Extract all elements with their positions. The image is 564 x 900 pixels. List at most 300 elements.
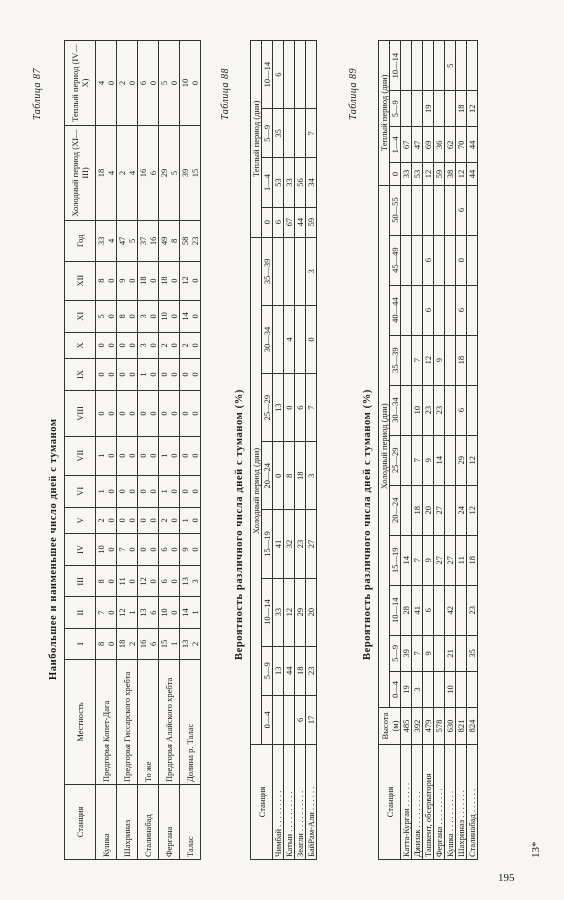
table-87-caption: Таблица 87 — [32, 68, 43, 120]
min-days-value: 0 — [169, 314, 179, 319]
month-value-cell — [180, 597, 201, 628]
month-value-cell — [96, 628, 117, 659]
min-days-value: 0 — [169, 372, 179, 377]
max-days-value: 29 — [159, 168, 169, 178]
min-days-value: 0 — [169, 343, 179, 348]
month-value-cell — [180, 533, 201, 565]
warm-prob-cell: 53 — [412, 163, 423, 185]
max-days-value: 0 — [180, 411, 190, 416]
warm-prob-cell: 62 — [445, 127, 456, 163]
warm-prob-cell: 53 — [273, 158, 284, 207]
cold-prob-cell — [434, 185, 445, 235]
month-value-cell — [117, 261, 138, 300]
min-days-value: 4 — [127, 170, 137, 176]
cold-prob-cell: 13 — [273, 374, 284, 442]
month-value-cell — [180, 436, 201, 475]
month-value-cell — [138, 628, 159, 659]
max-days-value: 18 — [96, 168, 106, 178]
month-value-cell — [96, 533, 117, 565]
warm-prob-cell: 38 — [445, 163, 456, 185]
min-days-value: 0 — [106, 453, 116, 458]
min-days-value: 0 — [127, 278, 137, 283]
warm-bin-header: 5—9 — [262, 109, 273, 158]
min-days-value: 16 — [148, 236, 158, 246]
station-cell: Джизак . . . . . . . . . — [412, 745, 423, 860]
max-days-value: 2 — [96, 518, 106, 523]
min-days-value: 1 — [190, 610, 200, 615]
cold-prob-cell: 42 — [445, 585, 456, 635]
year-header: Год — [65, 221, 96, 262]
cold-prob-cell — [295, 237, 306, 305]
max-days-value: 0 — [96, 372, 106, 377]
table-87 — [64, 40, 201, 860]
cold-prob-cell — [467, 235, 478, 285]
month-value-cell — [96, 566, 117, 597]
cold-prob-cell: 6 — [295, 695, 306, 744]
min-days-value: 0 — [106, 411, 116, 416]
cold-prob-cell: 27 — [306, 510, 317, 578]
cold-prob-cell — [467, 285, 478, 335]
location-cell: Предгорья Копет-Дага — [96, 660, 117, 785]
table-88-caption: Таблица 88 — [220, 68, 231, 120]
month-value-cell — [180, 333, 201, 359]
warm-value-cell — [138, 41, 159, 126]
table-row — [96, 41, 117, 860]
table-88-station-header: Станция — [251, 745, 273, 860]
month-value-cell — [96, 333, 117, 359]
month-header-11: XI — [65, 300, 96, 332]
cold-prob-cell: 12 — [423, 335, 434, 385]
cold-bin-header: 30—34 — [390, 385, 401, 435]
min-days-value: 0 — [127, 80, 137, 86]
min-days-value: 0 — [127, 547, 137, 552]
cold-bin-header: 15—19 — [262, 510, 273, 578]
max-days-value: 4 — [96, 80, 106, 86]
min-days-value: 0 — [190, 314, 200, 319]
cold-prob-cell: 44 — [284, 646, 295, 695]
max-days-value: 15 — [159, 639, 169, 649]
station-cell: Чимбай . . . . . . . . . — [273, 745, 284, 860]
station-cell: Сталинабад . . . . . . — [467, 745, 478, 860]
year-value-cell — [159, 221, 180, 262]
cold-prob-cell: 17 — [306, 695, 317, 744]
month-value-cell — [117, 391, 138, 437]
min-days-value: 6 — [148, 641, 158, 646]
warm-prob-cell: 6 — [273, 41, 284, 109]
month-header-6: VI — [65, 475, 96, 507]
month-value-cell — [96, 508, 117, 534]
max-days-value: 0 — [96, 411, 106, 416]
cold-prob-cell — [434, 671, 445, 707]
warm-prob-cell: 70 — [456, 127, 467, 163]
station-cell: Шахриназ . . . . . . . — [456, 745, 467, 860]
max-days-value: 13 — [180, 577, 190, 586]
max-days-value: 0 — [180, 372, 190, 377]
min-days-value: 0 — [148, 453, 158, 458]
month-value-cell — [117, 508, 138, 534]
cold-prob-cell: 39 — [401, 635, 412, 671]
min-days-value: 0 — [148, 278, 158, 283]
month-value-cell — [159, 391, 180, 437]
cold-prob-cell — [401, 435, 412, 485]
month-header-5: V — [65, 508, 96, 534]
month-header-7: VII — [65, 436, 96, 475]
cold-prob-cell: 10 — [412, 385, 423, 435]
cold-prob-cell — [467, 671, 478, 707]
cold-prob-cell — [467, 385, 478, 435]
warm-prob-cell: 12 — [423, 163, 434, 185]
month-value-cell — [159, 436, 180, 475]
cold-prob-cell — [412, 185, 423, 235]
min-days-value: 0 — [127, 314, 137, 319]
max-days-value: 0 — [138, 518, 148, 523]
table-89-caption: Таблица 89 — [348, 68, 359, 120]
cold-prob-cell — [456, 671, 467, 707]
max-days-value: 13 — [180, 639, 190, 649]
min-days-value: 0 — [169, 453, 179, 458]
cold-prob-cell: 3 — [412, 671, 423, 707]
cold-bin-header: 20—24 — [390, 485, 401, 535]
station-cell: Катта-Курган . . . . . . — [401, 745, 412, 860]
max-days-value: 16 — [138, 639, 148, 649]
max-days-value: 6 — [159, 547, 169, 552]
month-value-cell — [117, 358, 138, 390]
cold-prob-cell: 9 — [423, 435, 434, 485]
month-value-cell — [180, 628, 201, 659]
cold-prob-cell: 18 — [295, 442, 306, 510]
warm-prob-cell: 35 — [273, 109, 284, 158]
cold-prob-cell — [445, 235, 456, 285]
cold-prob-cell: 23 — [423, 385, 434, 435]
month-value-cell — [159, 333, 180, 359]
max-days-value: 8 — [117, 314, 127, 319]
max-days-value: 14 — [180, 608, 190, 617]
table-87-header-row — [65, 41, 96, 860]
cold-prob-cell: 6 — [423, 285, 434, 335]
warm-prob-cell — [295, 109, 306, 158]
max-days-value: 1 — [159, 489, 169, 494]
cold-prob-cell: 23 — [306, 646, 317, 695]
cold-prob-cell: 41 — [412, 585, 423, 635]
warm-bin-header: 5—9 — [390, 91, 401, 127]
month-value-cell — [180, 566, 201, 597]
cold-prob-cell: 7 — [306, 374, 317, 442]
min-days-value: 0 — [169, 489, 179, 494]
warm-bin-header: 10—14 — [390, 41, 401, 91]
max-days-value: 10 — [96, 545, 106, 554]
max-days-value: 9 — [117, 278, 127, 283]
max-days-value: 0 — [117, 453, 127, 458]
cold-prob-cell: 0 — [284, 374, 295, 442]
cold-bin-header: 30—34 — [262, 305, 273, 373]
month-value-cell — [180, 300, 201, 332]
cold-prob-cell: 7 — [412, 335, 423, 385]
max-days-value: 0 — [117, 518, 127, 523]
cold-prob-cell: 0 — [306, 305, 317, 373]
cold-prob-cell: 7 — [412, 535, 423, 585]
page-number-bottom: 195 — [498, 872, 515, 884]
month-header-4: IV — [65, 533, 96, 565]
max-days-value: 0 — [117, 489, 127, 494]
min-days-value: 5 — [169, 170, 179, 176]
cold-period-header: Холодный период (XI—III) — [65, 126, 96, 221]
month-value-cell — [180, 358, 201, 390]
max-days-value: 14 — [180, 312, 190, 321]
warm-prob-cell — [445, 91, 456, 127]
cold-prob-cell — [445, 335, 456, 385]
month-value-cell — [138, 358, 159, 390]
cold-prob-cell — [445, 385, 456, 435]
month-value-cell — [96, 300, 117, 332]
month-value-cell — [117, 436, 138, 475]
cold-prob-cell — [284, 237, 295, 305]
cold-value-cell — [138, 126, 159, 221]
min-days-value: 0 — [190, 547, 200, 552]
min-days-value: 0 — [106, 579, 116, 584]
cold-prob-cell: 13 — [273, 646, 284, 695]
warm-prob-cell: 12 — [467, 91, 478, 127]
station-cell: Фергана . . . . . . . . . — [434, 745, 445, 860]
max-days-value: 11 — [117, 577, 127, 586]
min-days-value: 23 — [190, 236, 200, 246]
min-days-value: 0 — [106, 372, 116, 377]
min-days-value: 0 — [106, 610, 116, 615]
cold-prob-cell: 23 — [467, 585, 478, 635]
cold-prob-cell — [445, 185, 456, 235]
min-days-value: 0 — [148, 80, 158, 86]
max-days-value: 13 — [138, 608, 148, 617]
cold-prob-cell — [273, 305, 284, 373]
max-days-value: 0 — [180, 453, 190, 458]
cold-prob-cell: 14 — [434, 435, 445, 485]
cold-prob-cell: 18 — [467, 535, 478, 585]
year-value-cell — [96, 221, 117, 262]
min-days-value: 0 — [106, 518, 116, 523]
month-value-cell — [117, 475, 138, 507]
min-days-value: 0 — [148, 343, 158, 348]
height-cell: 824 — [467, 708, 478, 745]
warm-value-cell — [96, 41, 117, 126]
table-89-title: Вероятность различного числа дней с туманом (%) — [362, 389, 373, 660]
month-value-cell — [117, 300, 138, 332]
warm-prob-cell: 47 — [412, 127, 423, 163]
cold-prob-cell: 19 — [401, 671, 412, 707]
warm-prob-cell: 18 — [456, 91, 467, 127]
table-row — [295, 41, 306, 860]
warm-value-cell — [159, 41, 180, 126]
cold-prob-cell: 11 — [456, 535, 467, 585]
warm-bin-header: 1—4 — [390, 127, 401, 163]
cold-prob-cell — [273, 695, 284, 744]
cold-prob-cell: 18 — [412, 485, 423, 535]
table-row — [306, 41, 317, 860]
max-days-value: 8 — [96, 278, 106, 283]
month-value-cell — [96, 597, 117, 628]
max-days-value: 2 — [117, 80, 127, 86]
max-days-value: 2 — [117, 170, 127, 176]
table-89-station-header: Станция — [379, 745, 401, 860]
month-value-cell — [159, 628, 180, 659]
cold-value-cell — [96, 126, 117, 221]
table-row — [467, 41, 478, 860]
warm-prob-cell — [412, 91, 423, 127]
cold-prob-cell — [423, 671, 434, 707]
min-days-value: 0 — [169, 278, 179, 283]
cold-prob-cell: 0 — [273, 442, 284, 510]
min-days-value: 0 — [148, 314, 158, 319]
table-88-header-row-2 — [262, 41, 273, 860]
month-value-cell — [159, 261, 180, 300]
warm-prob-cell: 67 — [284, 207, 295, 237]
station-cell: Зеагли . . . . . . . . . . — [295, 745, 306, 860]
month-value-cell — [117, 333, 138, 359]
warm-prob-cell — [423, 41, 434, 91]
cold-prob-cell — [445, 435, 456, 485]
max-days-value: 0 — [138, 453, 148, 458]
cold-prob-cell: 33 — [273, 578, 284, 646]
max-days-value: 16 — [138, 168, 148, 178]
max-days-value: 5 — [96, 314, 106, 319]
min-days-value: 0 — [127, 518, 137, 523]
warm-prob-cell: 56 — [295, 158, 306, 207]
month-value-cell — [159, 358, 180, 390]
table-row — [401, 41, 412, 860]
warm-bin-header: 0 — [390, 163, 401, 185]
table-88 — [250, 40, 317, 860]
cold-prob-cell: 28 — [401, 585, 412, 635]
max-days-value: 1 — [96, 453, 106, 458]
max-days-value: 9 — [180, 547, 190, 552]
max-days-value: 6 — [138, 80, 148, 86]
location-cell: Долина р. Талас — [180, 660, 201, 785]
cold-prob-cell — [434, 585, 445, 635]
cold-prob-cell: 21 — [445, 635, 456, 671]
month-value-cell — [159, 566, 180, 597]
cold-prob-cell: 14 — [401, 535, 412, 585]
cold-prob-cell — [445, 485, 456, 535]
max-days-value: 0 — [96, 343, 106, 348]
month-value-cell — [159, 475, 180, 507]
cold-prob-cell — [401, 335, 412, 385]
min-days-value: 4 — [106, 170, 116, 176]
max-days-value: 5 — [159, 80, 169, 86]
cold-bin-header: 15—19 — [390, 535, 401, 585]
max-days-value: 1 — [180, 518, 190, 523]
max-days-value: 0 — [117, 411, 127, 416]
month-value-cell — [96, 261, 117, 300]
warm-prob-cell: 44 — [467, 163, 478, 185]
min-days-value: 15 — [190, 168, 200, 178]
min-days-value: 0 — [106, 547, 116, 552]
min-days-value: 0 — [190, 80, 200, 86]
year-value-cell — [117, 221, 138, 262]
warm-prob-cell: 33 — [284, 158, 295, 207]
cold-prob-cell: 6 — [456, 285, 467, 335]
cold-prob-cell — [445, 285, 456, 335]
cold-prob-cell — [284, 695, 295, 744]
max-days-value: 3 — [138, 314, 148, 319]
min-days-value: 0 — [169, 411, 179, 416]
warm-prob-cell: 33 — [401, 163, 412, 185]
warm-prob-cell — [412, 41, 423, 91]
month-value-cell — [138, 475, 159, 507]
warm-prob-cell — [306, 41, 317, 109]
table-89-cold-header: Холодный период (дни) — [379, 185, 390, 707]
cold-bin-header: 35—39 — [262, 237, 273, 305]
station-cell: Катын . . . . . . . . . . — [284, 745, 295, 860]
warm-prob-cell: 12 — [456, 163, 467, 185]
month-value-cell — [180, 261, 201, 300]
cold-prob-cell — [401, 185, 412, 235]
table-row — [456, 41, 467, 860]
max-days-value: 10 — [159, 608, 169, 617]
min-days-value: 0 — [190, 343, 200, 348]
cold-prob-cell: 29 — [456, 435, 467, 485]
warm-prob-cell: 59 — [306, 207, 317, 237]
cold-prob-cell: 6 — [456, 185, 467, 235]
height-cell: 485 — [401, 708, 412, 745]
warm-prob-cell: 7 — [306, 109, 317, 158]
cold-prob-cell: 18 — [456, 335, 467, 385]
warm-period-header: Теплый период (IV—X) — [65, 41, 96, 126]
cold-prob-cell — [412, 285, 423, 335]
max-days-value: 2 — [180, 343, 190, 348]
max-days-value: 0 — [180, 489, 190, 494]
month-value-cell — [96, 391, 117, 437]
warm-prob-cell: 19 — [423, 91, 434, 127]
cold-prob-cell — [401, 485, 412, 535]
max-days-value: 18 — [117, 639, 127, 649]
min-days-value: 8 — [169, 238, 179, 243]
cold-prob-cell: 8 — [284, 442, 295, 510]
month-value-cell — [180, 475, 201, 507]
month-value-cell — [138, 566, 159, 597]
cold-bin-header: 10—14 — [262, 578, 273, 646]
cold-prob-cell: 23 — [295, 510, 306, 578]
table-88-warm-header: Теплый период (дни) — [251, 41, 262, 238]
table-row — [412, 41, 423, 860]
warm-prob-cell: 69 — [423, 127, 434, 163]
table-88-title: Вероятность различного числа дней с туманом (%) — [234, 389, 245, 660]
month-header-8: VIII — [65, 391, 96, 437]
height-cell: 392 — [412, 708, 423, 745]
min-days-value: 0 — [127, 579, 137, 584]
max-days-value: 18 — [138, 276, 148, 285]
table-row — [284, 41, 295, 860]
min-days-value: 0 — [190, 518, 200, 523]
month-value-cell — [180, 508, 201, 534]
cold-value-cell — [159, 126, 180, 221]
warm-prob-cell — [401, 41, 412, 91]
station-cell: Кушка . . . . . . . . . . — [445, 745, 456, 860]
month-value-cell — [138, 261, 159, 300]
min-days-value: 0 — [169, 80, 179, 86]
table-row — [117, 41, 138, 860]
location-cell: То же — [138, 660, 159, 785]
warm-prob-cell — [467, 41, 478, 91]
max-days-value: 10 — [159, 312, 169, 321]
min-days-value: 0 — [148, 579, 158, 584]
location-cell: Предгорья Гиссарского хребта — [117, 660, 138, 785]
min-days-value: 2 — [190, 641, 200, 646]
cold-prob-cell: 27 — [434, 535, 445, 585]
max-days-value: 39 — [180, 168, 190, 178]
min-days-value: 0 — [106, 343, 116, 348]
cold-prob-cell: 12 — [467, 435, 478, 485]
height-cell: 479 — [423, 708, 434, 745]
station-cell: Талас — [180, 785, 201, 860]
table-89-header-row-1 — [379, 41, 390, 860]
